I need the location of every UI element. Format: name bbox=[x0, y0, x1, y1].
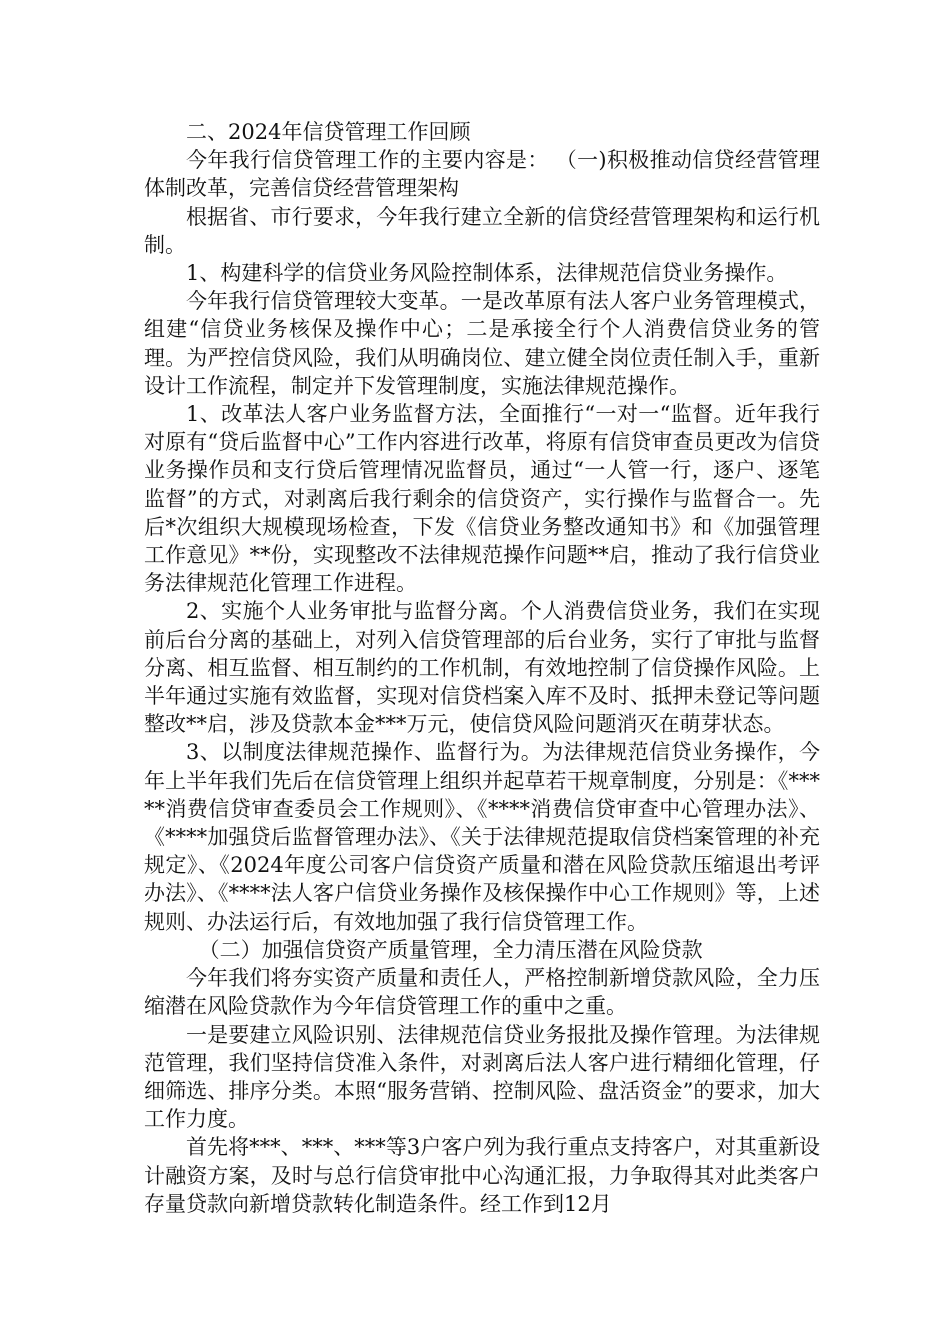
subsection-heading: （二）加强信贷资产质量管理，全力清压潜在风险贷款 bbox=[198, 937, 703, 962]
paragraph: 今年我行信贷管理工作的主要内容是： （一)积极推动信贷经营管理体制改革，完善信贷经营管理架构 bbox=[144, 148, 820, 201]
section-heading: 二、2024年信贷管理工作回顾 bbox=[186, 120, 471, 144]
paragraph: 2、实施个人业务审批与监督分离。个人消费信贷业务，我们在实现前后台分离的基础上，对列入信贷管理部的后台业务，实行了审批与监督分离、相互监督、相互制约的工作机制，有效地控制了信贷操作风险。上半年通过实施有效监督，实现对信贷档案入库不及时、抵押未登记等问题整改**启，涉及贷款本金***万元，使信贷风险问题消灭在萌芽状态。 bbox=[144, 599, 820, 737]
paragraph: 首先将***、***、***等3户客户列为我行重点支持客户，对其重新设计融资方案，及时与总行信贷审批中心沟通汇报，力争取得其对此类客户存量贷款向新增贷款转化制造条件。经工作到12月 bbox=[144, 1135, 820, 1216]
paragraph: 1、改革法人客户业务监督方法，全面推行“一对一“监督。近年我行对原有“贷后监督中心”工作内容进行改革，将原有信贷审查员更改为信贷业务操作员和支行贷后管理情况监督员，通过“一人管一行，逐户、逐笔监督”的方式，对剥离后我行剩余的信贷资产，实行操作与监督合一。先后*次组织大规模现场检查，下发《信贷业务整改通知书》和《加强管理工作意见》**份，实现整改不法律规范操作问题**启，推动了我行信贷业务法律规范化管理工作进程。 bbox=[144, 402, 820, 596]
paragraph: 1、构建科学的信贷业务风险控制体系，法律规范信贷业务操作。 bbox=[186, 261, 788, 286]
paragraph: 根据省、市行要求，今年我行建立全新的信贷经营管理架构和运行机制。 bbox=[144, 204, 820, 257]
document-page bbox=[144, 118, 820, 1218]
paragraph: 今年我们将夯实资产质量和责任人，严格控制新增贷款风险，全力压缩潜在风险贷款作为今年信贷管理工作的重中之重。 bbox=[144, 966, 820, 1019]
paragraph: 3、以制度法律规范操作、监督行为。为法律规范信贷业务操作，今年上半年我们先后在信贷管理上组织并起草若干规章制度，分别是：《*****消费信贷审查委员会工作规则》、《****消费信贷审查中心管理办法》、《****加强贷后监督管理办法》、《关于法律规范提取信贷档案管理的补充规定》、《2024年度公司客户信贷资产质量和潜在风险贷款压缩退出考评办法》、《****法人客户信贷业务操作及核保操作中心工作规则》等，上述规则、办法运行后，有效地加强了我行信贷管理工作。 bbox=[144, 740, 820, 934]
paragraph: 今年我行信贷管理较大变革。一是改革原有法人客户业务管理模式，组建“信贷业务核保及操作中心；二是承接全行个人消费信贷业务的管理。为严控信贷风险，我们从明确岗位、建立健全岗位责任制入手，重新设计工作流程，制定并下发管理制度，实施法律规范操作。 bbox=[144, 289, 820, 398]
paragraph: 一是要建立风险识别、法律规范信贷业务报批及操作管理。为法律规范管理，我们坚持信贷准入条件，对剥离后法人客户进行精细化管理，仔细筛选、排序分类。本照“服务营销、控制风险、盘活资金”的要求，加大工作力度。 bbox=[144, 1022, 820, 1132]
